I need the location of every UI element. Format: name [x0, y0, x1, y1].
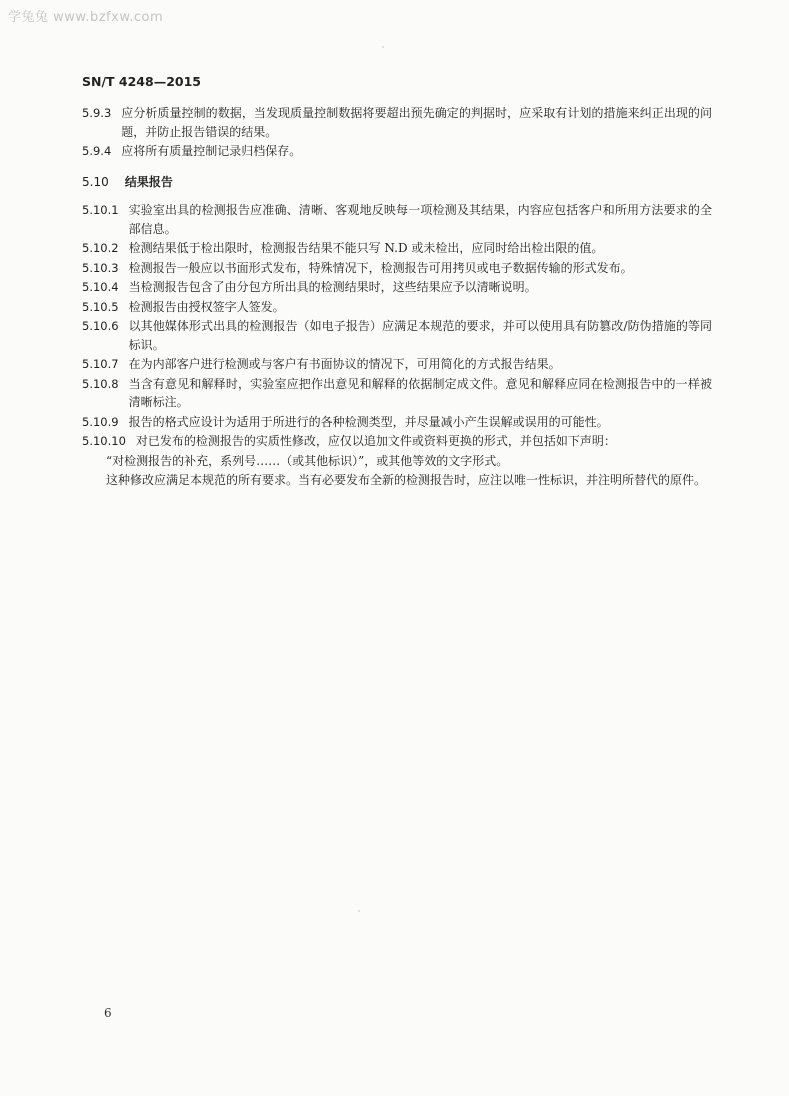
clause-text: 在为内部客户进行检测或与客户有书面协议的情况下，可用简化的方式报告结果。 [128, 357, 561, 371]
clause-text: 当检测报告包含了由分包方所出具的检测结果时，这些结果应予以清晰说明。 [128, 280, 537, 294]
clause-text: 检测报告由授权签字人签发。 [128, 299, 285, 314]
clause-text: 以其他媒体形式出具的检测报告（如电子报告）应满足本规范的要求，并可以使用具有防篡改/防伪措施的等同标识。 [128, 319, 712, 352]
clause-number: 5.9.4 [82, 144, 112, 158]
clause-5-10-10 [82, 432, 712, 451]
clause-text: 检测报告一般应以书面形式发布，特殊情况下，检测报告可用拷贝或电子数据传输的形式发布。 [128, 260, 633, 275]
clause-5-10-9 [82, 413, 712, 432]
clause-number: 5.10.8 [82, 376, 119, 391]
closing-paragraph: 这种修改应满足本规范的所有要求。当有必要发布全新的检测报告时，应注以唯一性标识，并注明所替代的原件。 [106, 473, 707, 487]
scan-speck [358, 910, 360, 912]
document-code: SN/T 4248—2015 [82, 74, 201, 89]
clause-5-10-6 [82, 317, 712, 354]
clause-5-10-4 [82, 278, 712, 297]
clause-5-10-7 [82, 355, 712, 374]
section-number: 5.10 [82, 174, 109, 189]
clause-text: 应将所有质量控制记录归档保存。 [121, 144, 302, 158]
clause-5-10-1 [82, 201, 712, 238]
clause-text: 检测结果低于检出限时，检测报告结果不能只写 N.D 或未检出，应同时给出检出限的值。 [128, 241, 604, 255]
clause-number: 5.10.5 [82, 299, 119, 314]
clause-text: 对已发布的检测报告的实质性修改，应仅以追加文件或资料更换的形式，并包括如下声明： [135, 434, 616, 448]
clause-5-10-8 [82, 375, 712, 412]
clause-number: 5.10.1 [82, 203, 119, 217]
clause-number: 5.10.9 [82, 414, 119, 429]
clause-number: 5.10.4 [82, 280, 119, 294]
clause-number: 5.10.2 [82, 241, 119, 255]
clause-text: 实验室出具的检测报告应准确、清晰、客观地反映每一项检测及其结果，内容应包括客户和所用方法要求的全部信息。 [128, 203, 712, 236]
clause-5-9-3 [82, 104, 712, 141]
clause-5-10-3 [82, 259, 712, 278]
clause-number: 5.10.10 [82, 434, 126, 448]
section-title: 结果报告 [124, 174, 173, 189]
clause-text: 应分析质量控制的数据，当发现质量控制数据将要超出预先确定的判据时，应采取有计划的措施来纠正出现的问题，并防止报告错误的结果。 [121, 106, 712, 139]
clause-number: 5.10.3 [82, 260, 119, 275]
clause-5-9-4 [82, 142, 712, 161]
page-number: 6 [104, 1006, 112, 1020]
clause-text: 报告的格式应设计为适用于所进行的各种检测类型，并尽量减小产生误解或误用的可能性。 [128, 414, 609, 429]
clause-number: 5.9.3 [82, 106, 112, 120]
clause-5-10-5 [82, 298, 712, 317]
scan-speck [382, 46, 384, 48]
document-body [82, 104, 712, 491]
section-heading [82, 173, 712, 192]
clause-number: 5.10.7 [82, 357, 119, 371]
clause-5-10-2 [82, 239, 712, 258]
clause-text: 当含有意见和解释时，实验室应把作出意见和解释的依据制定成文件。意见和解释应同在检测报告中的一样被清晰标注。 [128, 376, 712, 409]
quoted-statement: “对检测报告的补充，系列号……（或其他标识）”，或其他等效的文字形式。 [106, 453, 509, 468]
watermark: 学兔兔 www.bzfxw.com [8, 10, 164, 25]
clause-number: 5.10.6 [82, 319, 119, 333]
